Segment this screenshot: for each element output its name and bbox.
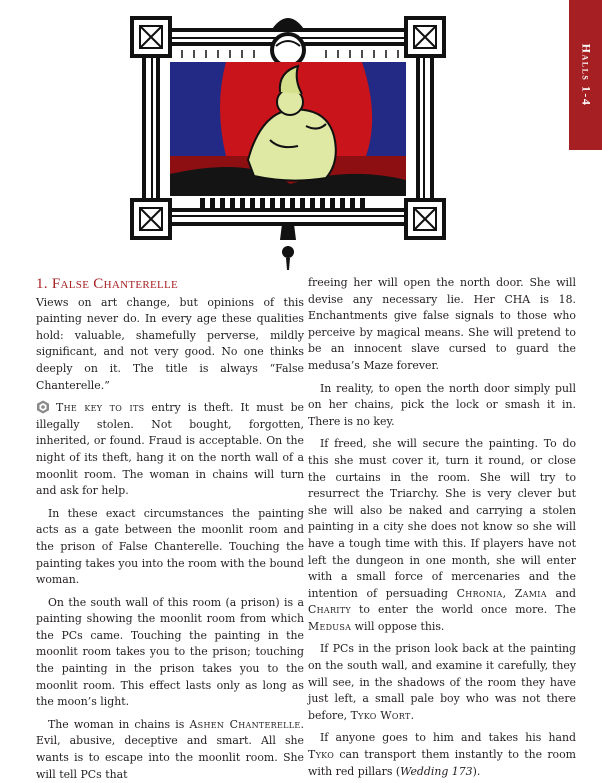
chapter-tab-label: Halls 1-4 xyxy=(579,43,593,107)
transport-text-a: If anyone goes to him and takes his hand xyxy=(320,731,576,745)
freed-text-b: to enter the world once more. The xyxy=(351,603,576,617)
tyko-name: Tyko xyxy=(308,748,335,762)
frame-bottom-ornament xyxy=(280,224,296,270)
key-icon xyxy=(36,400,50,414)
ashen-chanterelle-name: Ashen Chanterelle xyxy=(189,717,301,731)
gate-paragraph: In these exact circumstances the painting acts as a gate between the moonlit room and the prison of False Chanterelle. Touching the painting takes you into the room with the bound woman. xyxy=(36,506,304,587)
key-paragraph xyxy=(36,400,304,500)
freed-text-a: If freed, she will secure the painting. To do this she must cover it, turn it round, or close the curtains in the room. She will try to resurrect the Triarchy. She is very clever but she will also be naked and carrying a stolen painting in a city she does not know so she will have a tough time with this. If players have not left the dungeon in one month, she will enter with a small force of mercenaries and the intention of persuading xyxy=(308,437,576,600)
key-text: entry is theft. It must be illegally stolen. Not bought, forgotten, inherited, or found. Fraud is acceptable. On the night of its theft, hang it on the north wall of a moonlit room. The woman in chains will turn and ask for help. xyxy=(36,401,304,498)
wedding-reference: Wedding 173 xyxy=(400,764,473,778)
transport-text-c: ). xyxy=(472,764,481,778)
freeing-paragraph: freeing her will open the north door. She will devise any necessary lie. Her CHA is 18. Enchantments give false signals to those who perceive by magical means. She will pretend to be an innocent slave cursed to guard the medusa’s Maze forever. xyxy=(308,276,576,372)
south-wall-paragraph: On the south wall of this room (a prison) is a painting showing the moonlit room from which the PCs came. Touching the painting in the moonlit room takes you to the prison; touching the painting in the prison takes you to the moonlit room. This effect lasts only as long as the moon’s light. xyxy=(36,595,304,709)
tyko-wort-name: Tyko Wort xyxy=(350,708,411,722)
prison-paragraph xyxy=(308,641,576,724)
reality-paragraph: In reality, to open the north door simply pull on her chains, pick the lock or smash it in. There is no key. xyxy=(308,381,576,428)
zamia-name: Zamia xyxy=(514,586,547,600)
frame-top-medallion xyxy=(270,18,306,66)
woman-text-a: The woman in chains is xyxy=(48,717,190,731)
chapter-tab xyxy=(569,0,602,150)
transport-paragraph xyxy=(308,730,576,780)
sep-comma: , xyxy=(502,586,515,600)
charity-name: Charity xyxy=(308,603,351,617)
freed-paragraph xyxy=(308,436,576,635)
prison-text-b: . xyxy=(410,708,415,722)
freed-text-c: will oppose this. xyxy=(351,619,445,633)
left-column xyxy=(36,276,304,783)
framed-painting-illustration xyxy=(130,6,446,272)
painting-left-drape xyxy=(170,62,226,156)
woman-paragraph xyxy=(36,717,304,783)
transport-text-b: can transport them instantly to the room with red pillars ( xyxy=(308,748,576,778)
intro-paragraph: Views on art change, but opinions of this painting never do. In every age these qualities hold: valuable, shamefully perverse, mildly significant, and not very good. No one thinks deeply on it. The title is always “False Chanterelle.” xyxy=(36,295,304,392)
right-column xyxy=(308,275,576,780)
prison-text-a: If PCs in the prison look back at the painting on the south wall, and examine it carefully, they will see, in the shadows of the room they have just left, a small pale boy who was not there before, xyxy=(308,642,576,722)
frame-bottom-teeth xyxy=(200,198,365,208)
woman-text-b: . Evil, abusive, deceptive and smart. All she wants is to escape into the moonlit room. She will tell PCs that xyxy=(36,717,304,781)
medusa-name: Medusa xyxy=(308,619,352,633)
section-title: 1. False Chanterelle xyxy=(36,276,179,292)
sep-and: and xyxy=(546,586,576,600)
chronia-name: Chronia xyxy=(456,586,503,600)
key-lead: The key to its xyxy=(56,401,145,415)
